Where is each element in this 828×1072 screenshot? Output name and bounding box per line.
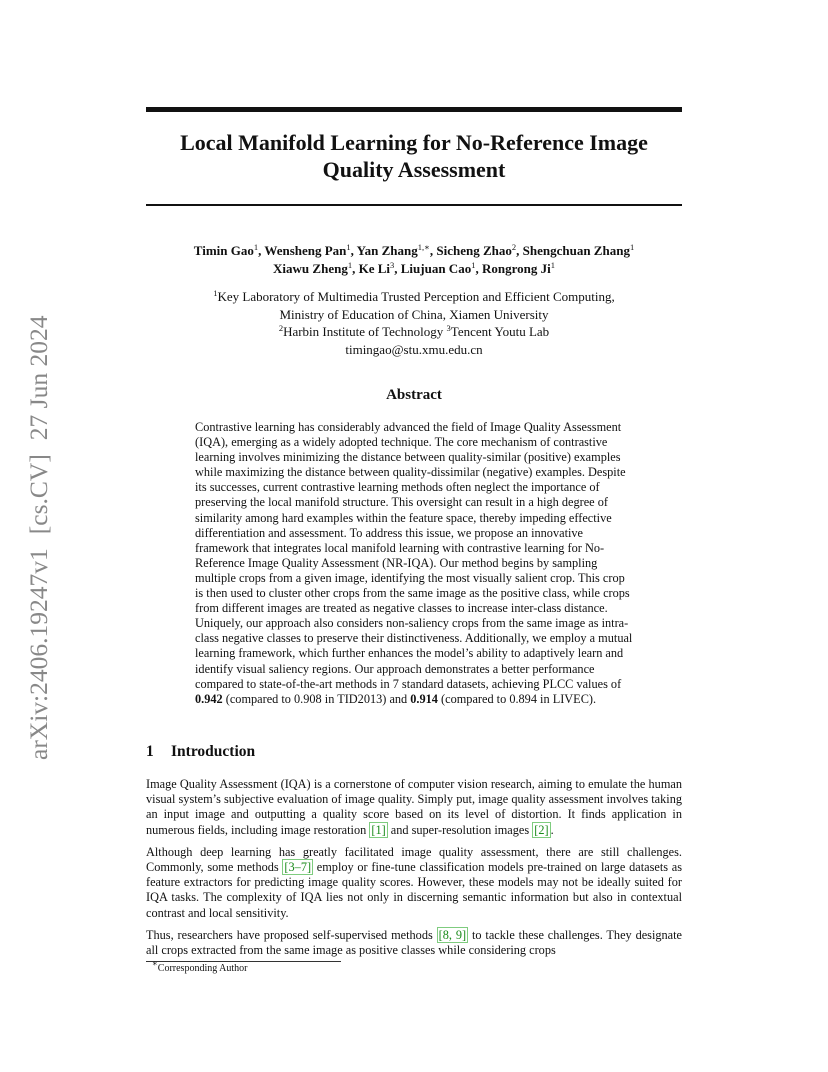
author-affiliation-mark: 1 (471, 260, 476, 270)
abstract-text: Contrastive learning has considerably advanced the field of Image Quality Assessment (IQA), emerging as a widely adopted technique. The core mechanism of contrastive learning involves minimizing the distance between quality-similar (positive) examples while maximizing the distance between quality-dissimilar (negative) examples. Despite its successes, current contrastive learning methods often neglect the importance of preserving the local manifold structure. This oversight can result in a high degree of similarity among hard examples within the feature space, thereby impeding effective differentiation and assessment. To address this issue, we propose an innovative framework that integrates local manifold learning with contrastive learning for No-Reference Image Quality Assessment (NR-IQA). Our method begins by sampling multiple crops from a given image, identifying the most visually salient crop. This crop is then used to cluster other crops from the same image as the positive class, while crops from different images are treated as negative classes to increase inter-class distance. Uniquely, our approach also considers non-saliency crops from the same image as intra-class negative classes to preserve their distinctiveness. Additionally, we employ a mutual learning framework, which further enhances the model’s ability to adaptively learn and identify visual saliency regions. Our approach demonstrates a better performance compared to state-of-the-art methods in 7 standard datasets, achieving PLCC values of (195, 420, 633, 691)
author-name: Xiawu Zheng (273, 261, 348, 276)
affiliation-text: Tencent Youtu Lab (450, 324, 550, 339)
affiliation-mark: 3 (446, 323, 451, 333)
author-affiliation-mark: 3 (390, 260, 395, 270)
affiliation-mark: 2 (278, 323, 284, 333)
introduction-body (146, 777, 682, 965)
arxiv-watermark (24, 316, 54, 761)
paragraph-text: Image Quality Assessment (IQA) is a cornerstone of computer vision research, aiming to emulate the human visual system’s subjective evaluation of image quality. Simply put, image quality assessment involves taking an input image and outputting a quality score based on its level of distortion. It finds application in numerous fields, including image restoration (146, 777, 682, 837)
author-affiliation-mark: 1 (550, 260, 555, 270)
author-name: , Liujuan Cao (394, 261, 472, 276)
abstract-value-tid2013: 0.942 (195, 691, 223, 706)
abstract-heading: Abstract (386, 387, 442, 403)
abstract-text: (compared to 0.894 in LIVEC). (437, 691, 597, 706)
paragraph (146, 777, 682, 838)
author-name: , Ke Li (352, 261, 390, 276)
abstract-body (195, 420, 633, 707)
section-heading-introduction (146, 743, 255, 761)
contact-email[interactable]: timingao@stu.xmu.edu.cn (345, 341, 483, 357)
author-name: , Sicheng Zhao (429, 243, 512, 258)
title-top-rule (146, 107, 682, 112)
affiliation-line-2: Ministry of Education of China, Xiamen University (279, 306, 549, 322)
abstract-text: (compared to 0.908 in TID2013) and (222, 691, 411, 706)
citation-link[interactable]: [1] (371, 822, 386, 837)
paragraph-text: and super-resolution images (387, 822, 533, 837)
title-line-1: Local Manifold Learning for No-Reference Image (180, 130, 648, 155)
paragraph-text: employ or fine-tune classification models pre-trained on large datasets as feature extractors for predicting image quality scores. However, these models may not be ideally suited for IQA tasks. The complexity of IQA lies not only in discerning semantic information but also in contextual contrast and local sensitivity. (146, 860, 682, 920)
affiliation-line-1 (146, 288, 682, 306)
author-affiliation-mark: 1 (253, 242, 259, 252)
paragraph (146, 928, 682, 958)
author-name: , Shengchuan Zhang (516, 243, 630, 258)
paragraph-text: to tackle these challenges. They designate all crops extracted from the same image as positive classes while considering crops (146, 927, 683, 958)
author-affiliation-mark: 1 (346, 242, 351, 252)
author-affiliation-mark: 1 (629, 242, 635, 252)
affiliations (146, 288, 682, 358)
paragraph-text: . (550, 822, 554, 837)
affiliation-text: Key Laboratory of Multimedia Trusted Perception and Efficient Computing, (217, 289, 615, 304)
affiliation-mark: 1 (213, 288, 218, 298)
footnote-text: Corresponding Author (157, 963, 248, 974)
section-number: 1 (146, 743, 154, 760)
paper-title (146, 129, 682, 183)
author-affiliation-mark: 1 (347, 260, 353, 270)
citation-link[interactable]: [8, 9] (438, 927, 467, 942)
author-name: , Wensheng Pan (258, 243, 347, 258)
author-line-1 (146, 242, 682, 260)
abstract-value-livec: 0.914 (410, 691, 438, 706)
arxiv-category: [cs.CV] (24, 454, 53, 535)
arxiv-id: arXiv:2406.19247v1 (24, 548, 53, 760)
title-bottom-rule (146, 204, 682, 206)
author-name: , Rongrong Ji (475, 261, 551, 276)
author-list (146, 242, 682, 278)
author-affiliation-mark: 2 (511, 242, 517, 252)
paragraph-text: Thus, researchers have proposed self-supervised methods (146, 927, 437, 942)
citation-link[interactable]: [3–7] (284, 860, 312, 875)
author-name: , Yan Zhang (350, 243, 418, 258)
footnote-mark: ∗ (152, 958, 158, 968)
paragraph-text: Although deep learning has greatly facilitated image quality assessment, there are still challenges. Commonly, some methods (146, 844, 682, 875)
author-affiliation-mark: 1,∗ (417, 242, 430, 252)
citation-link[interactable]: [2] (534, 822, 549, 837)
arxiv-date: 27 Jun 2024 (24, 315, 53, 441)
title-line-2: Quality Assessment (322, 157, 506, 182)
section-title: Introduction (171, 743, 256, 760)
affiliation-text: Harbin Institute of Technology (283, 324, 447, 339)
affiliation-line-3 (146, 323, 682, 341)
author-name: Timin Gao (193, 243, 254, 258)
paragraph (146, 845, 682, 921)
footnote (152, 958, 248, 976)
author-line-2 (146, 260, 682, 278)
